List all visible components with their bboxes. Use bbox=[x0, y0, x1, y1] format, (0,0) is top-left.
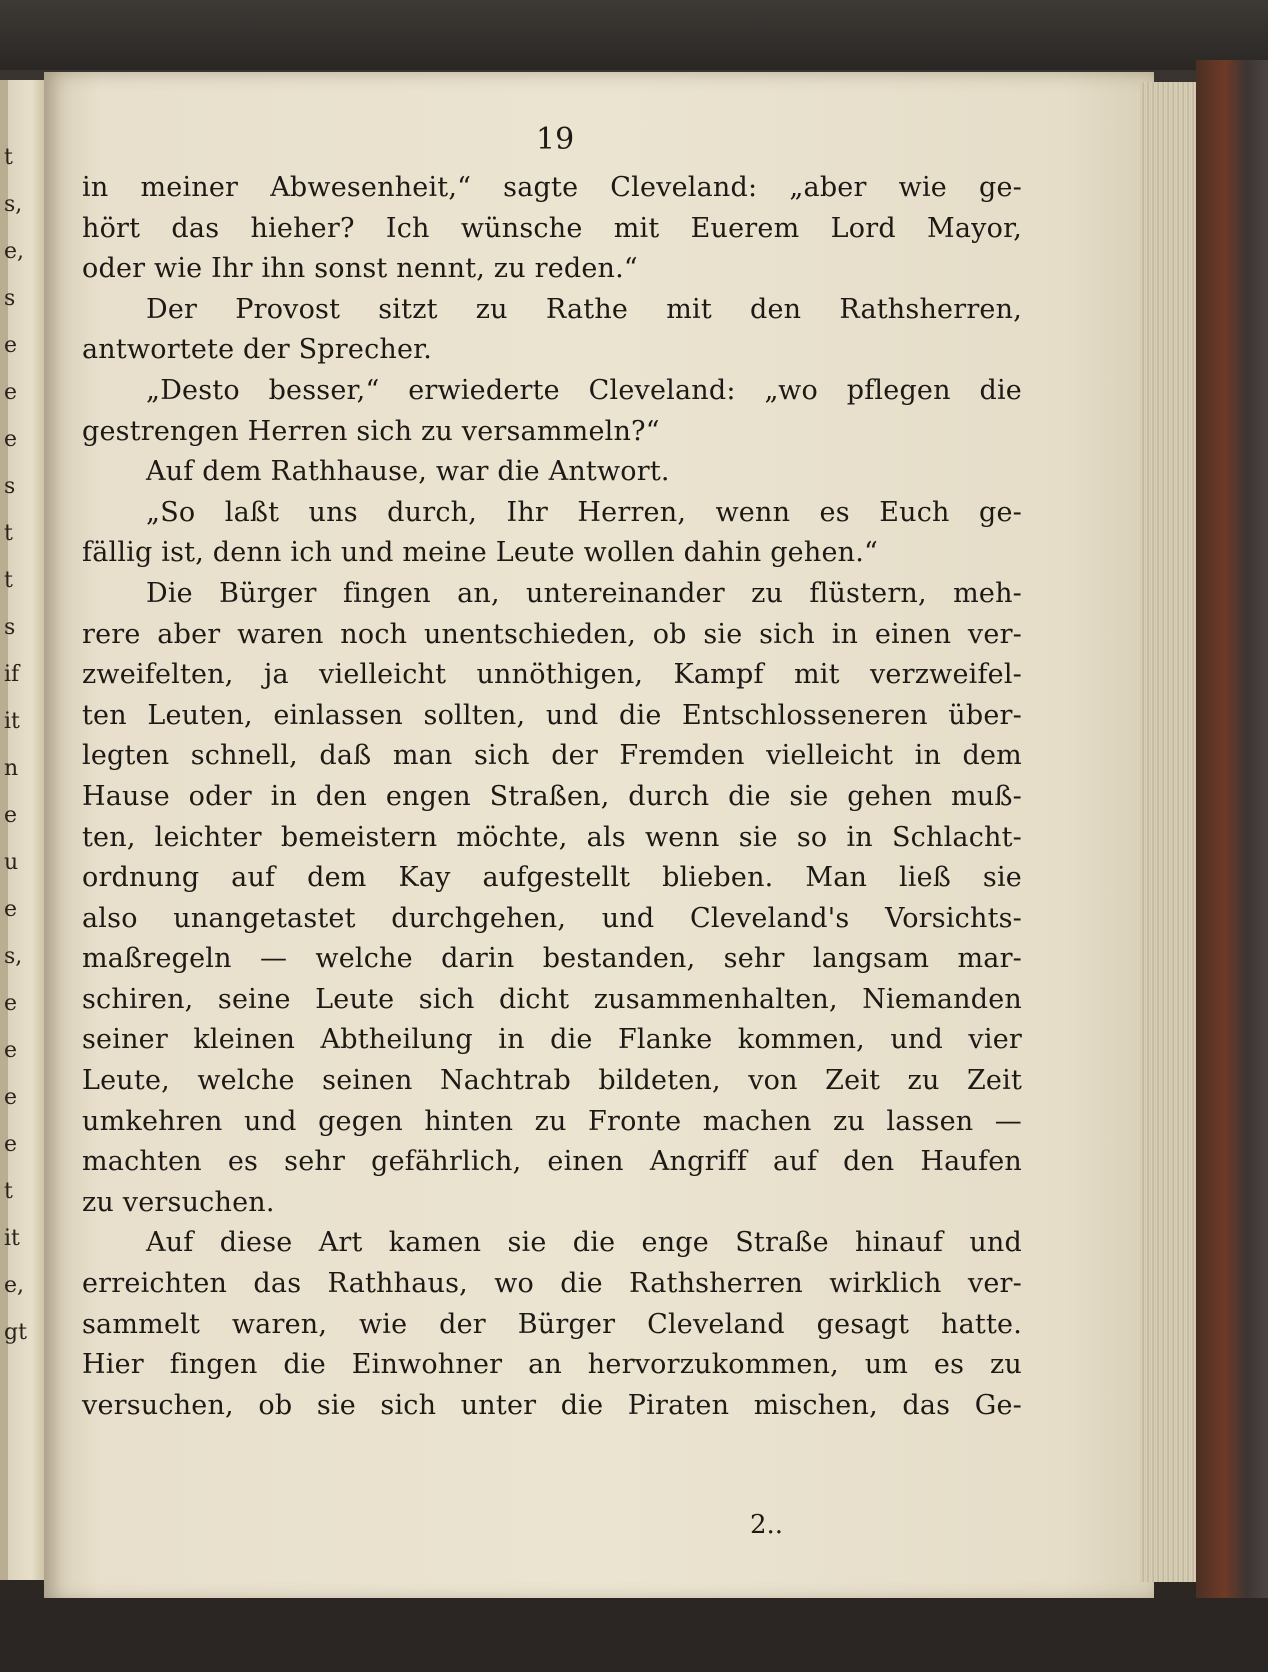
text-line: ten, leichter bemeistern möchte, als wenn sie so in Schlacht- bbox=[82, 821, 1022, 853]
text-line: schiren, seine Leute sich dicht zusammenhalten, Niemanden bbox=[82, 983, 1022, 1015]
margin-fragment: e bbox=[4, 1038, 18, 1063]
margin-fragment: it bbox=[4, 709, 20, 734]
text-line: machten es sehr gefährlich, einen Angriff auf den Haufen bbox=[82, 1146, 1022, 1178]
text-line: in meiner Abwesenheit,“ sagte Cleveland: „aber wie ge- bbox=[82, 172, 1022, 203]
text-line: „So laßt uns durch, Ihr Herren, wenn es Euch ge- bbox=[146, 496, 1022, 528]
margin-fragment: e, bbox=[4, 239, 25, 264]
margin-fragment: e bbox=[4, 1132, 18, 1157]
text-line: Auf diese Art kamen sie die enge Straße hinauf und bbox=[146, 1227, 1022, 1259]
text-line: legten schnell, daß man sich der Fremden vielleicht in dem bbox=[82, 740, 1022, 772]
text-line: seiner kleinen Abtheilung in die Flanke kommen, und vier bbox=[82, 1024, 1022, 1056]
signature-mark: 2.. bbox=[750, 1510, 784, 1540]
margin-fragment: s, bbox=[4, 192, 23, 217]
margin-fragment: e bbox=[4, 333, 18, 358]
text-line: zu versuchen. bbox=[82, 1186, 275, 1218]
margin-fragment: t bbox=[4, 568, 13, 593]
text-line: „Desto besser,“ erwiederte Cleveland: „wo pflegen die bbox=[146, 374, 1022, 406]
margin-fragment: e bbox=[4, 1085, 18, 1110]
margin-fragment: s bbox=[4, 286, 16, 311]
text-line: zweifelten, ja vielleicht unnöthigen, Kampf mit verzweifel- bbox=[82, 659, 1022, 691]
margin-fragment: e bbox=[4, 427, 18, 452]
book-cover-bottom bbox=[0, 1598, 1268, 1672]
margin-fragment: s bbox=[4, 615, 16, 640]
book-cover-right bbox=[1196, 60, 1268, 1620]
margin-fragment: gt bbox=[4, 1320, 27, 1345]
margin-fragment: s bbox=[4, 474, 16, 499]
text-line: versuchen, ob sie sich unter die Piraten mischen, das Ge- bbox=[82, 1389, 1022, 1421]
margin-fragment: if bbox=[4, 662, 20, 687]
text-line: umkehren und gegen hinten zu Fronte machen zu lassen — bbox=[82, 1105, 1022, 1137]
page-stack-edge bbox=[1140, 82, 1202, 1582]
margin-fragment: it bbox=[4, 1226, 20, 1251]
margin-fragment: t bbox=[4, 1179, 13, 1204]
margin-fragment: s, bbox=[4, 944, 23, 969]
text-line: Die Bürger fingen an, untereinander zu flüstern, meh- bbox=[146, 577, 1022, 609]
text-line: ten Leuten, einlassen sollten, und die Entschlosseneren über- bbox=[82, 699, 1022, 731]
text-line: antwortete der Sprecher. bbox=[82, 334, 433, 366]
text-line: Hier fingen die Einwohner an hervorzukommen, um es zu bbox=[82, 1349, 1022, 1381]
text-line: erreichten das Rathhaus, wo die Rathsherren wirklich ver- bbox=[82, 1268, 1022, 1300]
margin-fragment: e bbox=[4, 897, 18, 922]
body-text bbox=[82, 168, 1022, 1426]
margin-fragment: e bbox=[4, 991, 18, 1016]
text-line: fällig ist, denn ich und meine Leute wollen dahin gehen.“ bbox=[82, 537, 879, 569]
text-line: Der Provost sitzt zu Rathe mit den Rathsherren, bbox=[146, 293, 1022, 325]
text-line: Leute, welche seinen Nachtrab bildeten, von Zeit zu Zeit bbox=[82, 1065, 1022, 1097]
text-line: also unangetastet durchgehen, und Cleveland's Vorsichts- bbox=[82, 902, 1022, 934]
margin-fragment: n bbox=[4, 756, 19, 781]
text-line: maßregeln — welche darin bestanden, sehr langsam mar- bbox=[82, 943, 1022, 975]
margin-fragment: e bbox=[4, 380, 18, 405]
margin-fragment: u bbox=[4, 850, 19, 875]
text-line: gestrengen Herren sich zu versammeln?“ bbox=[82, 415, 660, 447]
text-line: hört das hieher? Ich wünsche mit Euerem Lord Mayor, bbox=[82, 212, 1022, 244]
text-line: sammelt waren, wie der Bürger Cleveland gesagt hatte. bbox=[82, 1308, 1022, 1340]
text-line: rere aber waren noch unentschieden, ob sie sich in einen ver- bbox=[82, 618, 1022, 650]
text-line: oder wie Ihr ihn sonst nennt, zu reden.“ bbox=[82, 253, 638, 285]
page-number: 19 bbox=[536, 122, 575, 157]
text-line: ordnung auf dem Kay aufgestellt blieben. Man ließ sie bbox=[82, 862, 1022, 894]
margin-fragment: e, bbox=[4, 1273, 25, 1298]
margin-fragment: t bbox=[4, 145, 13, 170]
text-line: Auf dem Rathhause, war die Antwort. bbox=[146, 456, 670, 488]
book-cover-top bbox=[0, 0, 1268, 70]
margin-fragment: t bbox=[4, 521, 13, 546]
text-line: Hause oder in den engen Straßen, durch die sie gehen muß- bbox=[82, 780, 1022, 812]
margin-fragment: e bbox=[4, 803, 18, 828]
